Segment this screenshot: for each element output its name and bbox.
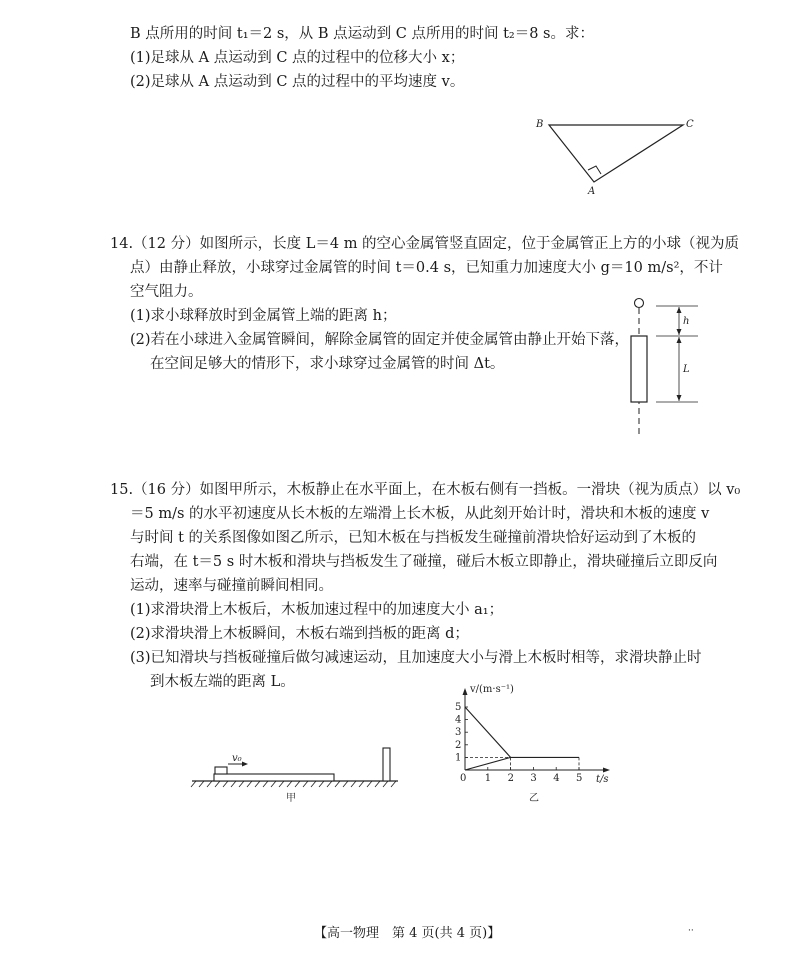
q13-sub1: (1)足球从 A 点运动到 C 点的过程中的位移大小 x； [130,50,465,66]
y-tick-label: 2 [455,739,462,751]
metal-tube [631,336,647,402]
h-arrow-head-up [677,307,682,313]
y-tick-label: 1 [455,752,462,764]
y-axis-arrow [463,688,468,695]
q15-sub3a: (3)已知滑块与挡板碰撞后做匀减速运动，且加速度大小与滑上木板时相等，求滑块静止时 [130,650,702,666]
q15-line4: 右端，在 t＝5 s 时木板和滑块与挡板发生了碰撞，碰后木板立即静止，滑块碰撞后立即反向 [130,554,718,570]
y-tick-label: 4 [455,714,462,726]
x-axis-arrow [603,768,610,773]
corner-mark: ·· [688,926,694,936]
label-A: A [588,186,596,197]
L-arrow-head-down [677,395,682,401]
x-tick-label: 1 [484,773,492,784]
y-axis-label: v/(m·s⁻¹) [470,684,514,695]
q14-sub2b: 在空间足够大的情形下，求小球穿过金属管的时间 Δt。 [150,356,505,372]
label-h: h [683,316,690,327]
q15-sub3b: 到木板左端的距离 L。 [150,674,295,690]
x-axis-label: t/s [596,774,609,785]
board-velocity-line [465,757,511,770]
triangle-shape [549,125,683,182]
x-tick-label: 3 [530,773,537,784]
q14-sub1: (1)求小球释放时到金属管上端的距离 h； [130,308,397,324]
q14-line3: 空气阻力。 [130,284,203,300]
q13-sub2: (2)足球从 A 点运动到 C 点的过程中的平均速度 v。 [130,74,465,90]
x-tick-label: 5 [576,773,583,784]
label-B: B [536,119,544,130]
v0-arrow-head [242,762,248,767]
right-angle-mark [588,166,601,174]
page-footer: 【高一物理 第 4 页(共 4 页)】 [314,926,501,941]
ground-hatching [191,781,396,787]
q15-line5: 运动，速率与碰撞前瞬间相同。 [130,578,333,594]
q14-line2: 点）由静止释放，小球穿过金属管的时间 t＝0.4 s，已知重力加速度大小 g＝10 m/s²，不计 [130,260,723,276]
slider-velocity-line [465,707,511,757]
caption-yi: 乙 [529,793,539,804]
q13-line1: B 点所用的时间 t₁＝2 s，从 B 点运动到 C 点所用的时间 t₂＝8 s。求： [130,26,594,42]
q15-line3: 与时间 t 的关系图像如图乙所示，已知木板在与挡板发生碰撞前滑块恰好运动到了木板的 [130,530,697,546]
q14-sub2a: (2)若在小球进入金属管瞬间，解除金属管的固定并使金属管由静止开始下落， [130,332,630,348]
ball-icon [635,299,644,308]
slider-block [215,767,227,774]
x-tick-label: 2 [507,773,514,784]
q15-sub1: (1)求滑块滑上木板后，木板加速过程中的加速度大小 a₁； [130,602,504,618]
q15-line1: 15.（16 分）如图甲所示，木板静止在水平面上，在木板右侧有一挡板。一滑块（视为质点）以 v₀ [110,482,741,498]
x-tick-label: 4 [553,773,560,784]
q15-line2: ＝5 m/s 的水平初速度从长木板的左端滑上长木板，从此刻开始计时，滑块和木板的速度 v [130,506,710,522]
h-arrow-head-down [677,329,682,335]
y-tick-label: 5 [455,702,462,713]
y-tick-label: 3 [455,727,462,739]
baffle-wall [383,748,390,781]
L-arrow-head-up [677,337,682,343]
label-v0: v₀ [232,753,242,764]
long-board [214,774,334,781]
label-L: L [683,364,690,375]
caption-jia: 甲 [286,793,296,804]
q14-line1: 14.（12 分）如图所示，长度 L＝4 m 的空心金属管竖直固定，位于金属管正上方的小球（视为质 [110,236,740,252]
q15-sub2: (2)求滑块滑上木板瞬间，木板右端到挡板的距离 d； [130,626,469,642]
label-C: C [686,119,694,130]
origin-label: 0 [460,773,467,784]
